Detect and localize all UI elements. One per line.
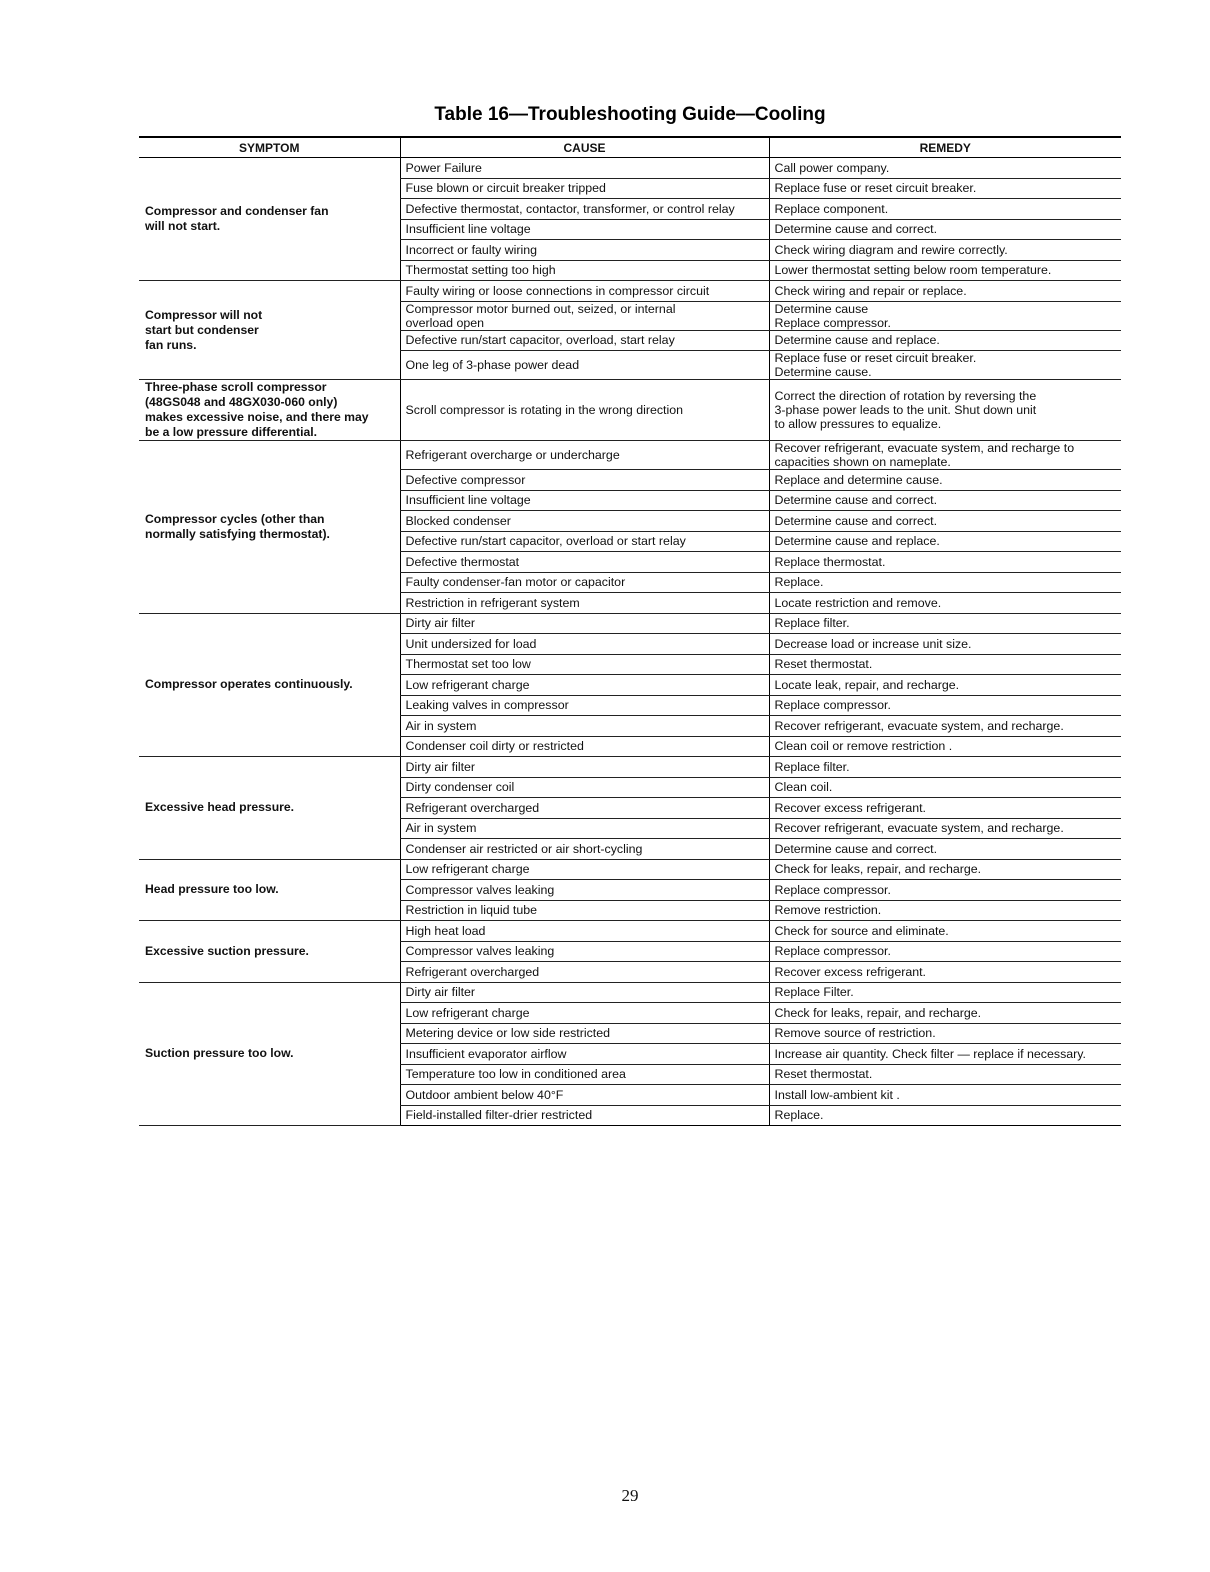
cause-cell: Air in system <box>400 818 769 839</box>
symptom-cell: Compressor operates continuously. <box>139 613 400 757</box>
cause-cell: Air in system <box>400 716 769 737</box>
symptom-cell: Three-phase scroll compressor (48GS048 and 48GX030-060 only) makes excessive noise, and there may be a low pressure differential. <box>139 380 400 441</box>
page-number: 29 <box>621 1486 639 1505</box>
cause-cell: Dirty air filter <box>400 982 769 1003</box>
cause-cell: Fuse blown or circuit breaker tripped <box>400 178 769 199</box>
cause-cell: Condenser air restricted or air short-cycling <box>400 839 769 860</box>
symptom-cell: Head pressure too low. <box>139 859 400 921</box>
remedy-cell: Remove source of restriction. <box>769 1023 1121 1044</box>
symptom-cell: Excessive suction pressure. <box>139 921 400 983</box>
symptom-cell: Compressor cycles (other than normally satisfying thermostat). <box>139 441 400 614</box>
cause-cell: Restriction in refrigerant system <box>400 593 769 614</box>
remedy-cell: Replace compressor. <box>769 941 1121 962</box>
remedy-cell: Check for source and eliminate. <box>769 921 1121 942</box>
cause-cell: Dirty air filter <box>400 757 769 778</box>
cause-cell: Compressor valves leaking <box>400 880 769 901</box>
cause-cell: Insufficient line voltage <box>400 219 769 240</box>
cause-cell: Leaking valves in compressor <box>400 695 769 716</box>
remedy-cell: Replace Filter. <box>769 982 1121 1003</box>
remedy-cell: Reset thermostat. <box>769 654 1121 675</box>
remedy-cell: Replace thermostat. <box>769 552 1121 573</box>
cause-cell: Compressor valves leaking <box>400 941 769 962</box>
remedy-cell: Determine cause and correct. <box>769 490 1121 511</box>
remedy-cell: Replace. <box>769 1105 1121 1126</box>
cause-cell: Temperature too low in conditioned area <box>400 1064 769 1085</box>
remedy-cell: Recover refrigerant, evacuate system, and recharge. <box>769 716 1121 737</box>
cause-cell: Restriction in liquid tube <box>400 900 769 921</box>
table-row <box>139 982 1121 1003</box>
header-row <box>139 137 1121 158</box>
remedy-cell: Correct the direction of rotation by reversing the 3-phase power leads to the unit. Shut down unit to allow pressures to equalize. <box>769 380 1121 441</box>
cause-cell: Blocked condenser <box>400 511 769 532</box>
cause-cell: Faulty wiring or loose connections in compressor circuit <box>400 281 769 302</box>
remedy-cell: Replace. <box>769 572 1121 593</box>
table-row <box>139 281 1121 302</box>
table-header <box>139 137 1121 158</box>
troubleshooting-table <box>139 136 1121 1126</box>
cause-cell: Insufficient line voltage <box>400 490 769 511</box>
remedy-cell: Check for leaks, repair, and recharge. <box>769 859 1121 880</box>
table-title: Table 16—Troubleshooting Guide—Cooling <box>434 104 826 125</box>
remedy-cell: Replace compressor. <box>769 695 1121 716</box>
remedy-cell: Recover excess refrigerant. <box>769 962 1121 983</box>
cause-cell: Insufficient evaporator airflow <box>400 1044 769 1065</box>
table-row <box>139 158 1121 179</box>
remedy-cell: Remove restriction. <box>769 900 1121 921</box>
column-header-cause: CAUSE <box>400 137 769 158</box>
cause-cell: Low refrigerant charge <box>400 1003 769 1024</box>
cause-cell: Refrigerant overcharge or undercharge <box>400 441 769 470</box>
column-header-symptom: SYMPTOM <box>139 137 400 158</box>
remedy-cell: Determine cause and replace. <box>769 531 1121 552</box>
cause-cell: Condenser coil dirty or restricted <box>400 736 769 757</box>
cause-cell: Defective run/start capacitor, overload, start relay <box>400 330 769 351</box>
cause-cell: High heat load <box>400 921 769 942</box>
remedy-cell: Clean coil. <box>769 777 1121 798</box>
remedy-cell: Recover excess refrigerant. <box>769 798 1121 819</box>
remedy-cell: Decrease load or increase unit size. <box>769 634 1121 655</box>
remedy-cell: Replace filter. <box>769 613 1121 634</box>
remedy-cell: Replace component. <box>769 199 1121 220</box>
cause-cell: Thermostat setting too high <box>400 260 769 281</box>
column-header-remedy: REMEDY <box>769 137 1121 158</box>
cause-cell: Defective thermostat, contactor, transformer, or control relay <box>400 199 769 220</box>
cause-cell: Low refrigerant charge <box>400 675 769 696</box>
remedy-cell: Call power company. <box>769 158 1121 179</box>
table-row <box>139 380 1121 441</box>
symptom-cell: Suction pressure too low. <box>139 982 400 1126</box>
remedy-cell: Replace and determine cause. <box>769 470 1121 491</box>
remedy-cell: Recover refrigerant, evacuate system, and recharge to capacities shown on nameplate. <box>769 441 1121 470</box>
cause-cell: Defective thermostat <box>400 552 769 573</box>
remedy-cell: Replace compressor. <box>769 880 1121 901</box>
table-body <box>139 158 1121 1126</box>
cause-cell: Incorrect or faulty wiring <box>400 240 769 261</box>
cause-cell: Low refrigerant charge <box>400 859 769 880</box>
remedy-cell: Locate leak, repair, and recharge. <box>769 675 1121 696</box>
cause-cell: Metering device or low side restricted <box>400 1023 769 1044</box>
remedy-cell: Replace filter. <box>769 757 1121 778</box>
cause-cell: Power Failure <box>400 158 769 179</box>
cause-cell: Unit undersized for load <box>400 634 769 655</box>
symptom-cell: Excessive head pressure. <box>139 757 400 860</box>
table-row <box>139 613 1121 634</box>
remedy-cell: Reset thermostat. <box>769 1064 1121 1085</box>
table-row <box>139 441 1121 470</box>
table-row <box>139 757 1121 778</box>
remedy-cell: Lower thermostat setting below room temperature. <box>769 260 1121 281</box>
remedy-cell: Replace fuse or reset circuit breaker. <box>769 178 1121 199</box>
remedy-cell: Determine cause and replace. <box>769 330 1121 351</box>
remedy-cell: Replace fuse or reset circuit breaker. Determine cause. <box>769 351 1121 380</box>
remedy-cell: Check wiring and repair or replace. <box>769 281 1121 302</box>
remedy-cell: Locate restriction and remove. <box>769 593 1121 614</box>
symptom-cell: Compressor will not start but condenser fan runs. <box>139 281 400 380</box>
symptom-cell: Compressor and condenser fan will not start. <box>139 158 400 281</box>
remedy-cell: Increase air quantity. Check filter — replace if necessary. <box>769 1044 1121 1065</box>
table-row <box>139 859 1121 880</box>
remedy-cell: Clean coil or remove restriction . <box>769 736 1121 757</box>
cause-cell: Thermostat set too low <box>400 654 769 675</box>
remedy-cell: Determine cause Replace compressor. <box>769 301 1121 330</box>
cause-cell: Defective compressor <box>400 470 769 491</box>
cause-cell: Field-installed filter-drier restricted <box>400 1105 769 1126</box>
remedy-cell: Install low-ambient kit . <box>769 1085 1121 1106</box>
cause-cell: Dirty air filter <box>400 613 769 634</box>
remedy-cell: Recover refrigerant, evacuate system, and recharge. <box>769 818 1121 839</box>
remedy-cell: Determine cause and correct. <box>769 839 1121 860</box>
cause-cell: Refrigerant overcharged <box>400 798 769 819</box>
table-row <box>139 921 1121 942</box>
cause-cell: Refrigerant overcharged <box>400 962 769 983</box>
remedy-cell: Check for leaks, repair, and recharge. <box>769 1003 1121 1024</box>
cause-cell: Compressor motor burned out, seized, or internal overload open <box>400 301 769 330</box>
remedy-cell: Determine cause and correct. <box>769 219 1121 240</box>
cause-cell: Scroll compressor is rotating in the wrong direction <box>400 380 769 441</box>
remedy-cell: Determine cause and correct. <box>769 511 1121 532</box>
cause-cell: Dirty condenser coil <box>400 777 769 798</box>
cause-cell: Faulty condenser-fan motor or capacitor <box>400 572 769 593</box>
cause-cell: One leg of 3-phase power dead <box>400 351 769 380</box>
cause-cell: Outdoor ambient below 40°F <box>400 1085 769 1106</box>
remedy-cell: Check wiring diagram and rewire correctly. <box>769 240 1121 261</box>
cause-cell: Defective run/start capacitor, overload or start relay <box>400 531 769 552</box>
